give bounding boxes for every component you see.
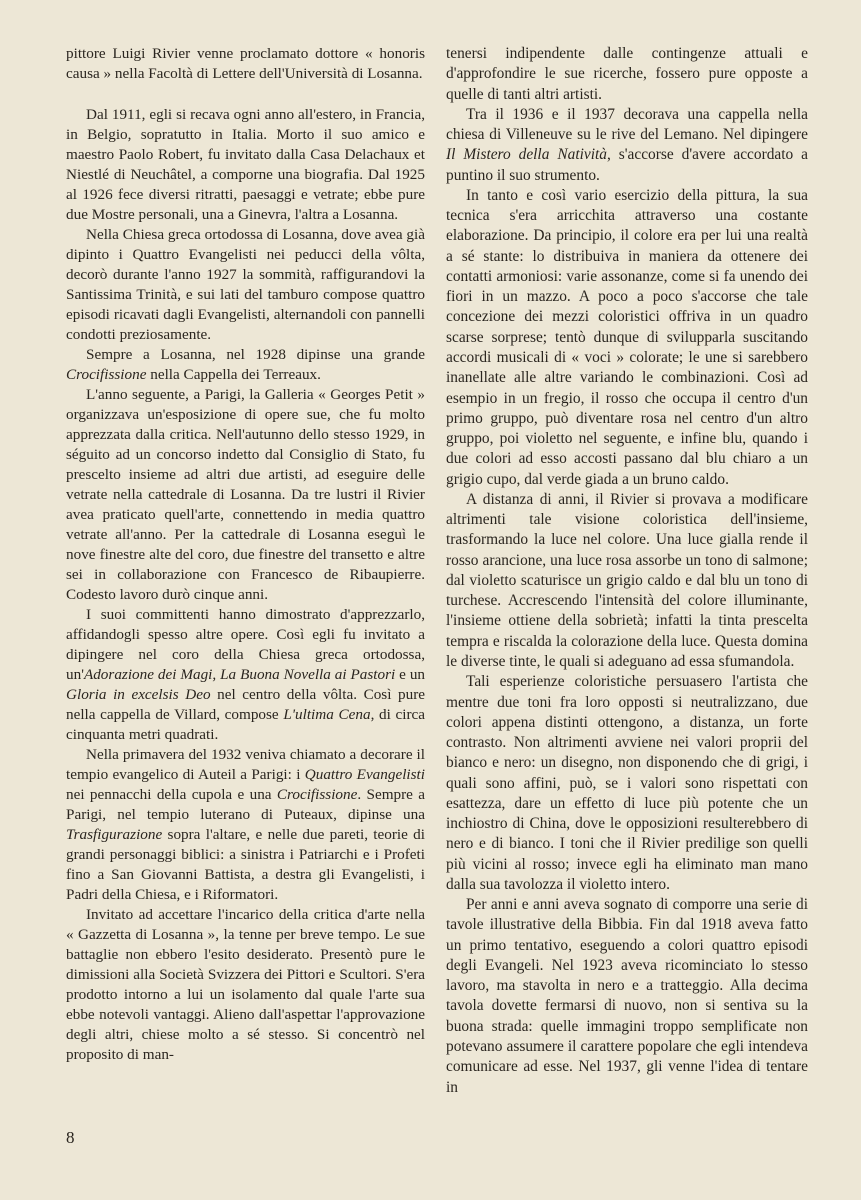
text-run: tenersi indipendente dalle contingenze attuali e d'approfondire le sue ricerche, fossero pure opposte a quelle di tanti altri artisti.: [446, 45, 808, 103]
text-run: A distanza di anni, il Rivier si provava a modificare altrimenti tale visione coloristica dell'insieme, trasformando la luce nel colore. Una luce gialla rende il rosso arancione, una luce rosa assorbe un tono di salmone; dal violetto scaturisce un grigio caldo e dal blu un tono di turchese. Accrescendo l'intensità del colore illuminante, l'insieme ottiene della sobrietà; infatti la tinta prescelta tempra e riscalda la colorazione della luce. Questa domina le diverse tinte, le quali si adeguano ad essa sfumandola.: [446, 490, 808, 670]
text-run: nei pennacchi della cupola e una: [66, 786, 277, 803]
text-run: I suoi committenti hanno dimostrato d'apprezzarlo, affidandogli spesso altre opere. Così egli fu invitato a dipingere nel coro della Chiesa greca ortodossa, un': [66, 606, 425, 683]
italic-title: Crocifissione: [276, 786, 358, 803]
text-run: L'anno seguente, a Parigi, la Galleria « Georges Petit » organizzava un'esposizione di opere sue, che fu molto apprezzata dalla critica. Nell'autunno dello stesso 1929, in séguito ad un concorso indetto dal Consiglio di Stato, fu prescelto insieme ad altri due artisti, ad eseguire delle vetrate nella cattedrale di Losanna. Da tre lustri il Rivier avea praticato quell'arte, connettendo in media quattro vetrate all'anno. Per la cattedrale di Losanna eseguì le nove finestre alte del coro, due finestre del transetto e altre sei in collaborazione con Francesco de Ribaupierre. Codesto lavoro durò cinque anni.: [66, 386, 425, 603]
text-run: Tra il 1936 e il 1937 decorava una cappella nella chiesa di Villeneuve su le rive del Lemano. Nel dipingere: [446, 105, 808, 144]
page-number: 8: [66, 1128, 75, 1147]
paragraph: [446, 105, 808, 186]
paragraph: [446, 672, 808, 895]
paragraph: [66, 105, 425, 225]
italic-title: Quattro Evangelisti: [304, 766, 425, 783]
text-run: Invitato ad accettare l'incarico della critica d'arte nella « Gazzetta di Losanna », la tenne per breve tempo. Le sue battaglie non ebbero l'esito desiderato. Presentò pure le dimissioni alla Società Svizzera dei Pittori e Scultori. S'era prodotto intorno a lui un isolamento dal quale l'arte sua ebbe notevoli vantaggi. Alieno dall'aspettar l'approvazione degli altri, chiese molto a sé stesso. Si concentrò nel proposito di man-: [66, 906, 425, 1063]
text-run: , di circa cinquanta metri quadrati.: [66, 706, 425, 743]
paragraph: [66, 345, 425, 385]
paragraph: [66, 44, 425, 84]
italic-title: L'ultima Cena: [283, 706, 371, 723]
text-run: Tali esperienze coloristiche persuasero l'artista che mentre due toni fra loro opposti si neutralizzano, due colori appena distinti ottengono, a distanza, un forte contrasto. Non altrimenti avviene nei valori proprii del bianco e nero: un disegno, non disponendo che di grigi, i quali sono affini, può, se i valori sono rispettati con esattezza, dare un effetto di luce più potente che un inchiostro di China, dove le opposizioni resulterebbero di nero e di bianco. I toni che il Rivier predilige son quelli più vicini al rosso; invece egli ha eliminato man mano dalla sua tavolozza il violetto intero.: [446, 673, 808, 893]
italic-title: Gloria in excelsis Deo: [66, 686, 211, 703]
paragraph: [66, 385, 425, 605]
paragraph: [66, 905, 425, 1065]
text-run: Nella Chiesa greca ortodossa di Losanna, dove avea già dipinto i Quattro Evangelisti nei peducci della vôlta, decorò durante l'anno 1927 la sommità, raffigurandovi la Santissima Trinità, e sui lati del tamburo compose quattro episodi ricavati dagli Evangelisti, alternandoli con pannelli condotti preziosamente.: [66, 226, 425, 343]
italic-title: Crocifissione: [66, 366, 147, 383]
text-run: Dal 1911, egli si recava ogni anno all'estero, in Francia, in Belgio, sopratutto in Italia. Morto il suo amico e maestro Paolo Robert, fu invitato dalla Casa Delachaux et Niestlé di Neuchâtel, a comporne una biografia. Dal 1925 al 1926 fece diversi ritratti, paesaggi e vetrate; ebbe pure due Mostre personali, una a Ginevra, l'altra a Losanna.: [66, 106, 425, 223]
text-run: Nella primavera del 1932 veniva chiamato a decorare il tempio evangelico di Auteil a Parigi: i: [66, 746, 425, 783]
text-run: sopra l'altare, e nelle due pareti, teorie di grandi personaggi biblici: a sinistra i Patriarchi e i Profeti fino a San Giovanni Battista, a destra gli Evangelisti, i Padri della Chiesa, e i Riformatori.: [66, 826, 425, 903]
italic-title: Trasfigurazione: [66, 826, 163, 843]
text-run: nella Cappella dei Terreaux.: [146, 366, 321, 383]
text-run: Per anni e anni aveva sognato di comporre una serie di tavole illustrative della Bibbia. Fin dal 1918 aveva fatto un primo tentativo, eseguendo a colori quattro episodi degli Evangeli. Nel 1923 aveva ricominciato lo stesso lavoro, ma stavolta in nero e a tratteggio. Alla decima tavola dovette fermarsi di nuovo, non si sentiva su la buona strada: quelle immagini troppo semplificate non potevano assumere il carattere popolare che egli intendeva comunicare ad esse. Nel 1937, gli venne l'idea di tentare in: [446, 896, 808, 1096]
text-run: nel centro della vôlta. Così pure nella cappella de Villard, compose: [66, 686, 425, 723]
paragraph: [446, 895, 808, 1098]
text-run: Sempre a Losanna, nel 1928 dipinse una grande: [86, 346, 425, 363]
text-run: , s'accorse d'avere accordato a puntino il suo strumento.: [446, 146, 808, 184]
italic-title: Il Mistero della Natività: [446, 146, 607, 164]
italic-title: Adorazione dei Magi, La Buona Novella ai Pastori: [83, 666, 396, 683]
text-run: e un: [395, 666, 426, 683]
paragraph: [66, 745, 425, 905]
text-run: In tanto e così vario esercizio della pittura, la sua tecnica s'era arricchita attraverso una costante elaborazione. Da principio, il colore era per lui una realtà a sé stante: lo distribuiva in maniera da ottenere dei contatti armoniosi: varie assonanze, come si fa unendo dei fiori in un mazzo. A poco a poco s'accorse che tale concezione dei mezzi coloristici offriva in un quadro scarse sorprese; tentò dunque di svilupparla suscitando accordi musicali di « voci » colorate; le une si sarebbero inanellate alle altre variando le combinazioni. Così ad esempio in un fregio, il rosso che occupa il centro d'un primo gruppo, può diventare rosa nel centro d'un altro gruppo, poi violetto nel seguente, e infine blu, quando i due colori ad esso accosti passano dal blu chiaro a un grigio cupo, dal verde giada a un bruno caldo.: [446, 186, 808, 488]
left-column: [66, 44, 425, 1065]
text-run: pittore Luigi Rivier venne proclamato dottore « honoris causa » nella Facoltà di Lettere dell'Università di Losanna.: [66, 45, 425, 82]
right-column: [446, 44, 808, 1098]
paragraph: [66, 225, 425, 345]
paragraph: [66, 605, 425, 745]
paragraph: [446, 490, 808, 672]
paragraph: [446, 44, 808, 105]
paragraph: [446, 186, 808, 490]
text-run: . Sempre a Parigi, nel tempio luterano di Puteaux, dipinse una: [66, 786, 425, 823]
